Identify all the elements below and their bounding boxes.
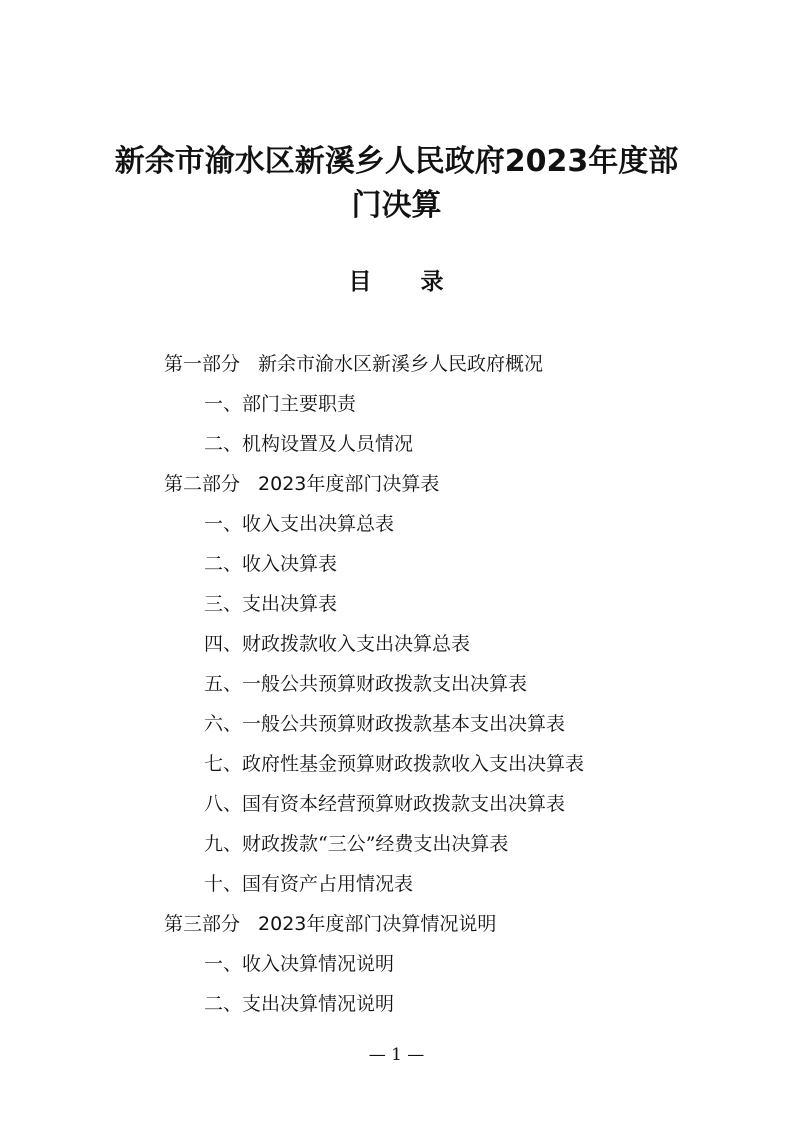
page-number: — 1 — <box>368 1045 425 1065</box>
table-of-contents <box>0 344 793 1024</box>
toc-item: 六、一般公共预算财政拨款基本支出决算表 <box>204 713 566 735</box>
toc-part-label: 2023年度部门决算情况说明 <box>258 913 497 935</box>
toc-item: 八、国有资本经营预算财政拨款支出决算表 <box>204 793 566 815</box>
toc-item: 三、支出决算表 <box>204 593 338 615</box>
toc-item: 二、机构设置及人员情况 <box>204 433 414 455</box>
toc-heading <box>0 264 793 300</box>
document-title-line-2: 门决算 <box>351 188 442 223</box>
toc-item: 七、政府性基金预算财政拨款收入支出决算表 <box>204 753 585 775</box>
toc-part-label: 新余市渝水区新溪乡人民政府概况 <box>258 353 544 375</box>
toc-heading-right: 录 <box>420 269 445 295</box>
toc-item: 一、部门主要职责 <box>204 393 357 415</box>
toc-part-label: 2023年度部门决算表 <box>258 473 440 495</box>
toc-item: 五、一般公共预算财政拨款支出决算表 <box>204 673 528 695</box>
toc-part <box>0 344 793 384</box>
toc-item: 二、支出决算情况说明 <box>204 993 395 1015</box>
toc-item: 四、财政拨款收入支出决算总表 <box>204 633 471 655</box>
toc-part-number: 第二部分 <box>164 473 241 495</box>
toc-heading-left: 目 <box>348 269 373 295</box>
toc-item: 九、财政拨款“三公”经费支出决算表 <box>204 833 509 855</box>
toc-part-number: 第一部分 <box>164 353 241 375</box>
toc-item: 十、国有资产占用情况表 <box>204 873 414 895</box>
toc-item: 一、收入决算情况说明 <box>204 953 395 975</box>
toc-part-number: 第三部分 <box>164 913 241 935</box>
toc-item: 二、收入决算表 <box>204 553 338 575</box>
toc-part <box>0 904 793 944</box>
document-title-line-1: 新余市渝水区新溪乡人民政府2023年度部 <box>114 144 679 179</box>
toc-part <box>0 464 793 504</box>
toc-item: 一、收入支出决算总表 <box>204 513 395 535</box>
